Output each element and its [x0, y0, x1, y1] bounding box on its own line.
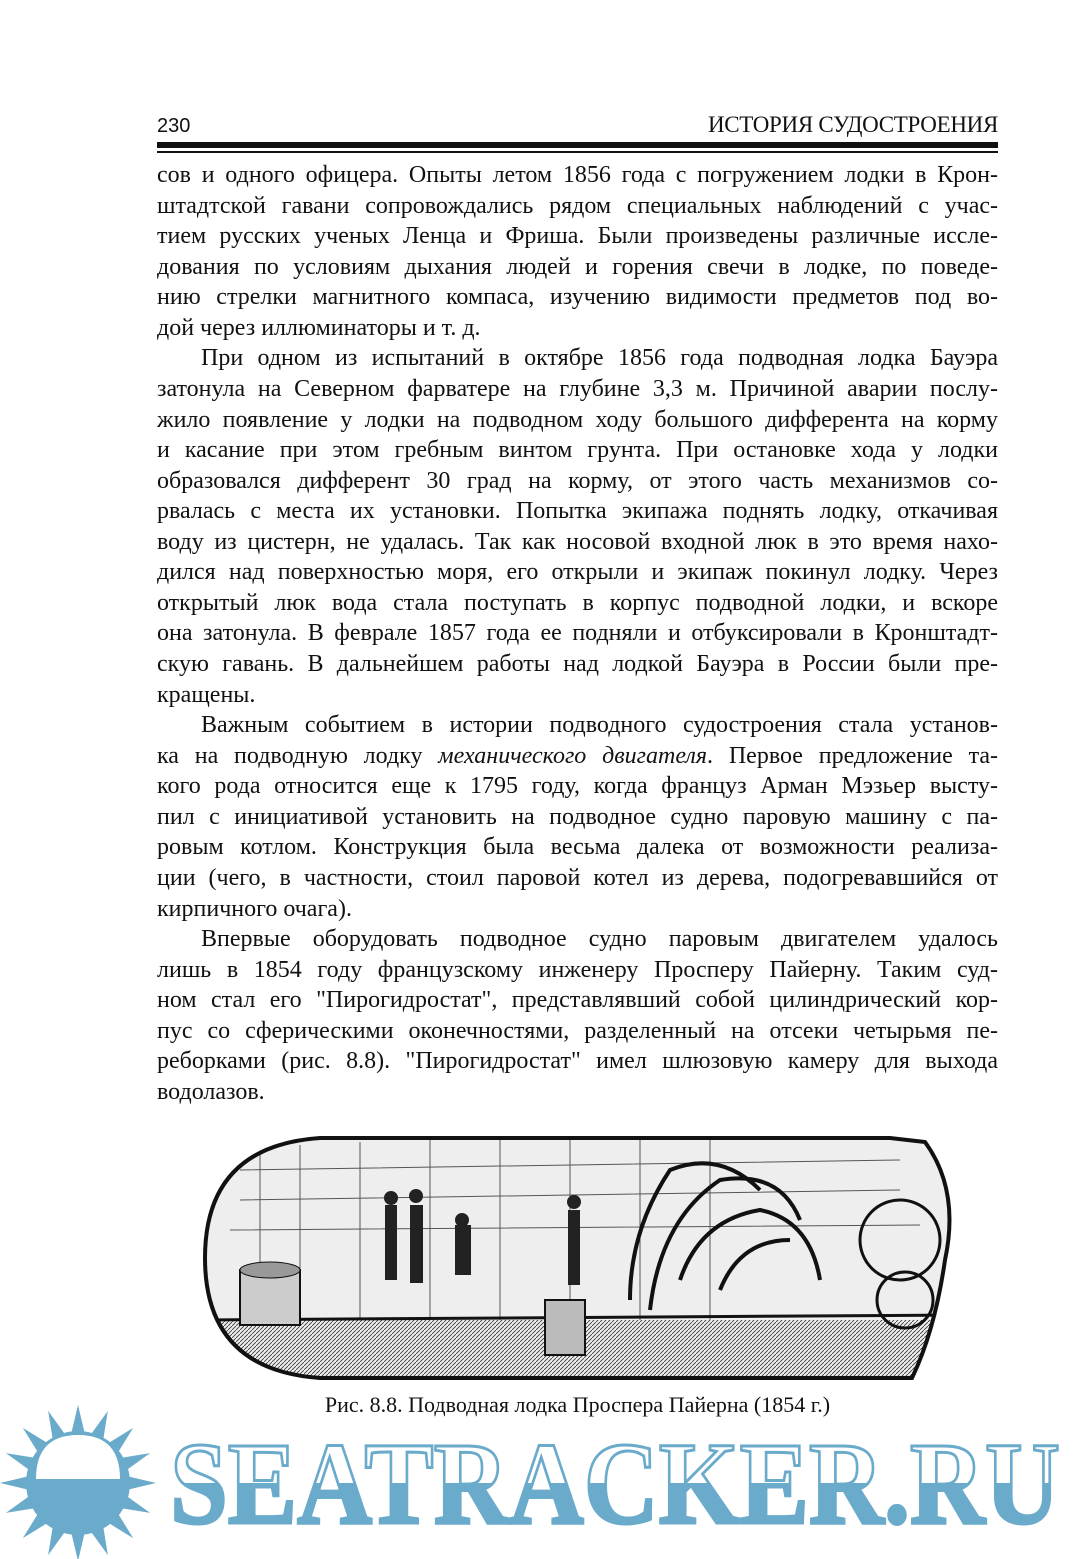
text-line: пус со сферическими оконечностями, разделенный на отсеки четырьмя пе- — [157, 1017, 998, 1044]
text-line: скую гавань. В дальнейшем работы над лодкой Бауэра в России были пре- — [157, 651, 998, 677]
text-line: ции (чего, в частности, стоил паровой котел из дерева, подогревавшийся от — [157, 864, 998, 891]
text-line: кого рода относится еще к 1795 году, когда француз Арман Мэзьер высту- — [157, 773, 998, 800]
text-line: воду из цистерн, не удалась. Так как носовой входной люк в это время нахо- — [157, 528, 998, 555]
header-rule-thin — [157, 151, 998, 153]
text-line: водолазов. — [157, 1078, 265, 1105]
text-line: рвалась с места их установки. Попытка экипажа поднять лодку, откачивая — [157, 498, 998, 525]
seatracker-watermark-logo — [0, 1395, 1080, 1559]
text-line: ровым котлом. Конструкция была весьма далека от возможности реализа- — [157, 834, 998, 861]
text-line: тием русских ученых Ленца и Фриша. Были произведены различные иссле- — [157, 223, 998, 250]
running-title: ИСТОРИЯ СУДОСТРОЕНИЯ — [707, 112, 998, 137]
text-line: Важным событием в истории подводного судостроения стала установ- — [201, 712, 998, 739]
text-line: пил с инициативой установить на подводное судно паровую машину с па- — [157, 803, 998, 830]
text-line: и касание при этом гребным винтом грунта. При остановке хода у лодки — [157, 437, 998, 464]
text-line: дой через иллюминаторы и т. д. — [157, 314, 481, 341]
text-line: штадтской гавани сопровождались рядом специальных наблюдений с учас- — [157, 192, 998, 219]
submarine-illustration — [200, 1130, 960, 1385]
text-line: кращены. — [157, 681, 256, 708]
page-number: 230 — [157, 115, 191, 137]
italic-term: механического двигателя — [438, 742, 708, 769]
figure-caption: Рис. 8.8. Подводная лодка Проспера Пайерна (1854 г.) — [324, 1392, 831, 1417]
watermark-text: SEATRACKER.RU — [170, 1418, 1060, 1549]
text-line: жило появление у лодки на подводном ходу большого дифферента на корму — [157, 406, 998, 433]
text-line: она затонула. В феврале 1857 года ее подняли и отбуксировали в Кронштадт- — [157, 620, 998, 647]
text-line: При одном из испытаний в октябре 1856 года подводная лодка Бауэра — [201, 345, 998, 372]
text-line: Впервые оборудовать подводное судно паровым двигателем удалось — [201, 926, 998, 953]
text-line: образовался дифферент 30 град на корму, от этого часть механизмов со- — [157, 467, 998, 494]
header-rule-thick — [157, 142, 998, 148]
text-fragment: . Первое предложение та- — [707, 742, 998, 769]
text-line: ном стал его "Пирогидростат", представлявший собой цилиндрический кор- — [157, 987, 998, 1014]
text-line: сов и одного офицера. Опыты летом 1856 года с погружением лодки в Крон- — [157, 162, 998, 188]
text-line: дования по условиям дыхания людей и горения свечи в лодке, по поведе- — [157, 253, 998, 280]
text-line: дился над поверхностью моря, его открыли и экипаж покинул лодку. Через — [157, 559, 998, 586]
sun-icon — [0, 1405, 156, 1559]
text-line: нию стрелки магнитного компаса, изучению видимости предметов под во- — [157, 284, 998, 311]
text-line: затонула на Северном фарватере на глубине 3,3 м. Причиной аварии послу- — [157, 375, 998, 402]
text-line — [157, 741, 998, 772]
body-text — [157, 160, 998, 1107]
text-line: открытый люк вода стала поступать в корпус подводной лодки, и вскоре — [157, 589, 998, 616]
text-fragment: ка на подводную лодку — [157, 742, 439, 769]
text-line: лишь в 1854 году французскому инженеру Просперу Пайерну. Таким суд- — [157, 956, 998, 983]
text-line: кирпичного очага). — [157, 895, 352, 922]
text-line: реборками (рис. 8.8). "Пирогидростат" имел шлюзовую камеру для выхода — [157, 1048, 998, 1075]
